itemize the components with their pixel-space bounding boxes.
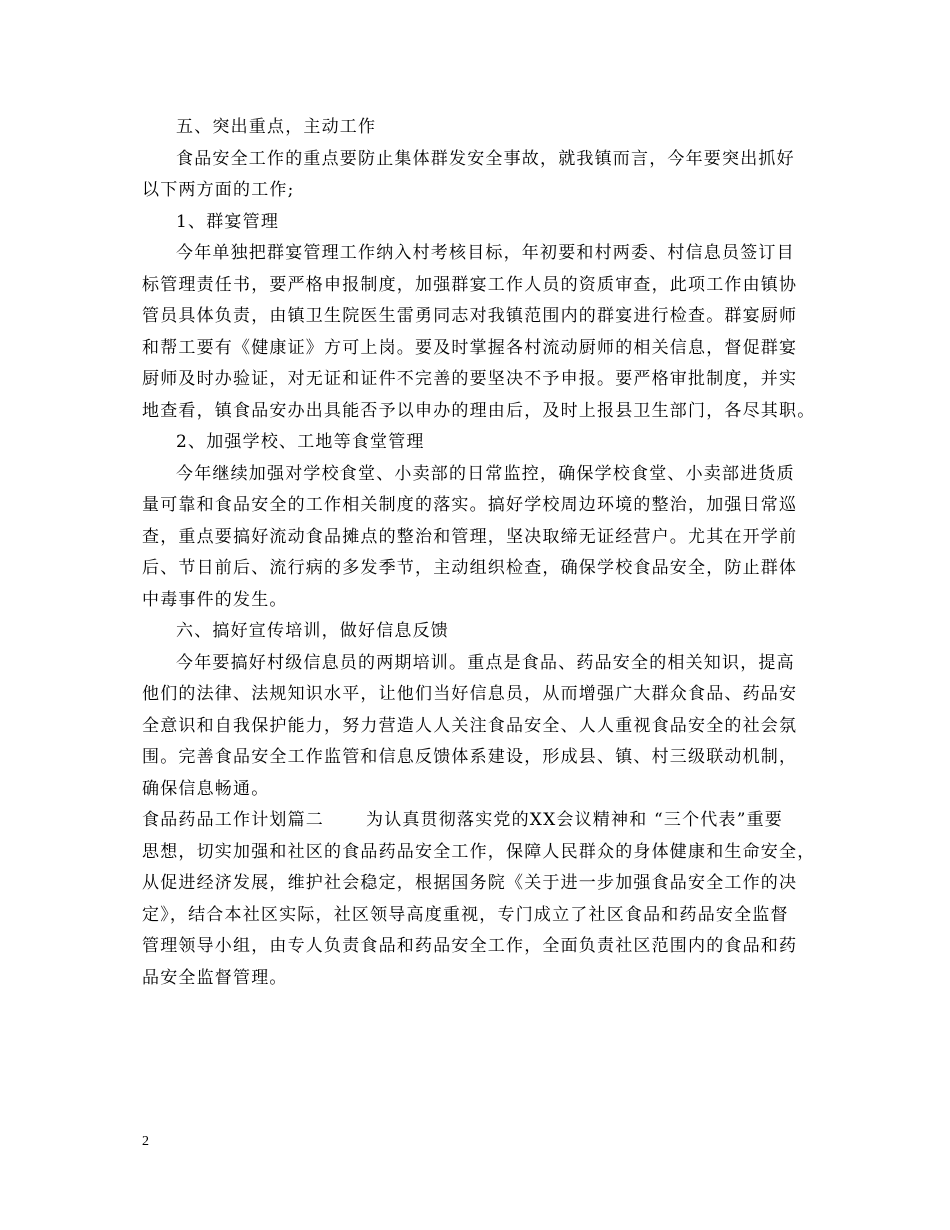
text-line: 全意识和自我保护能力，努力营造人人关注食品安全、人人重视食品安全的社会氛 xyxy=(142,715,798,736)
text-line: 今年要搞好村级信息员的两期培训。重点是食品、药品安全的相关知识，提高 xyxy=(176,652,795,673)
text-line: 1、群宴管理 xyxy=(176,211,280,232)
text-line: 量可靠和食品安全的工作相关制度的落实。搞好学校周边环境的整治，加强日常巡 xyxy=(142,495,798,515)
text-line: 食品安全工作的重点要防止集体群发安全事故，就我镇而言，今年要突出抓好 xyxy=(176,148,795,169)
text-line: 中毒事件的发生。 xyxy=(142,589,288,610)
text-line: 他们的法律、法规知识水平，让他们当好信息员，从而增强广大群众食品、药品安 xyxy=(142,684,798,704)
text-line: 定》，结合本社区实际，社区领导高度重视，专门成立了社区食品和药品安全监督 xyxy=(142,904,789,925)
text-line: 厨师及时办验证，对无证和证件不完善的要坚决不予申报。要严格审批制度，并实 xyxy=(142,369,798,389)
text-line: 从促进经济发展，维护社会稳定，根据国务院《关于进一步加强食品安全工作的决 xyxy=(142,873,798,893)
text-line: 今年继续加强对学校食堂、小卖部的日常监控，确保学校食堂、小卖部进货质 xyxy=(176,463,795,484)
text-line: 五、突出重点，主动工作 xyxy=(176,117,377,137)
document-body xyxy=(142,112,822,994)
text-line: 和帮工要有《健康证》方可上岗。要及时掌握各村流动厨师的相关信息，督促群宴 xyxy=(142,337,798,358)
text-line: 围。完善食品安全工作监管和信息反馈体系建设，形成县、镇、村三级联动机制， xyxy=(142,747,798,767)
text-line: 后、节日前后、流行病的多发季节，主动组织检查，确保学校食品安全，防止群体 xyxy=(142,558,798,578)
text-line: 确保信息畅通。 xyxy=(142,778,270,799)
text-line: 品安全监督管理。 xyxy=(142,967,288,988)
page-number: 2 xyxy=(142,1134,149,1149)
text-line: 思想，切实加强和社区的食品药品安全工作，保障人民群众的身体健康和生命安全， xyxy=(142,841,816,862)
text-line: 标管理责任书，要严格申报制度，加强群宴工作人员的资质审查，此项工作由镇协 xyxy=(142,274,798,295)
text-line: 2、加强学校、工地等食堂管理 xyxy=(176,432,425,452)
text-line: 管员具体负责，由镇卫生院医生雷勇同志对我镇范围内的群宴进行检查。群宴厨师 xyxy=(142,306,798,326)
text-line: 以下两方面的工作; xyxy=(142,180,295,200)
text-line: 管理领导小组，由专人负责食品和药品安全工作，全面负责社区范围内的食品和药 xyxy=(142,936,798,956)
section-intro: 为认真贯彻落实党的XX会议精神和 “三个代表”重要 xyxy=(366,810,783,830)
text-line: 查，重点要搞好流动食品摊点的整治和管理，坚决取缔无证经营户。尤其在开学前 xyxy=(142,526,798,547)
section-heading-line xyxy=(142,805,822,837)
paragraph-lines xyxy=(142,112,822,805)
text-line: 今年单独把群宴管理工作纳入村考核目标，年初要和村两委、村信息员签订目 xyxy=(176,243,795,263)
section-paragraph xyxy=(142,837,822,995)
text-line: 六、搞好宣传培训，做好信息反馈 xyxy=(176,621,449,641)
text-line: 地查看，镇食品安办出具能否予以申办的理由后，及时上报县卫生部门，各尽其职。 xyxy=(142,400,816,421)
section-title: 食品药品工作计划篇二 xyxy=(142,810,324,830)
